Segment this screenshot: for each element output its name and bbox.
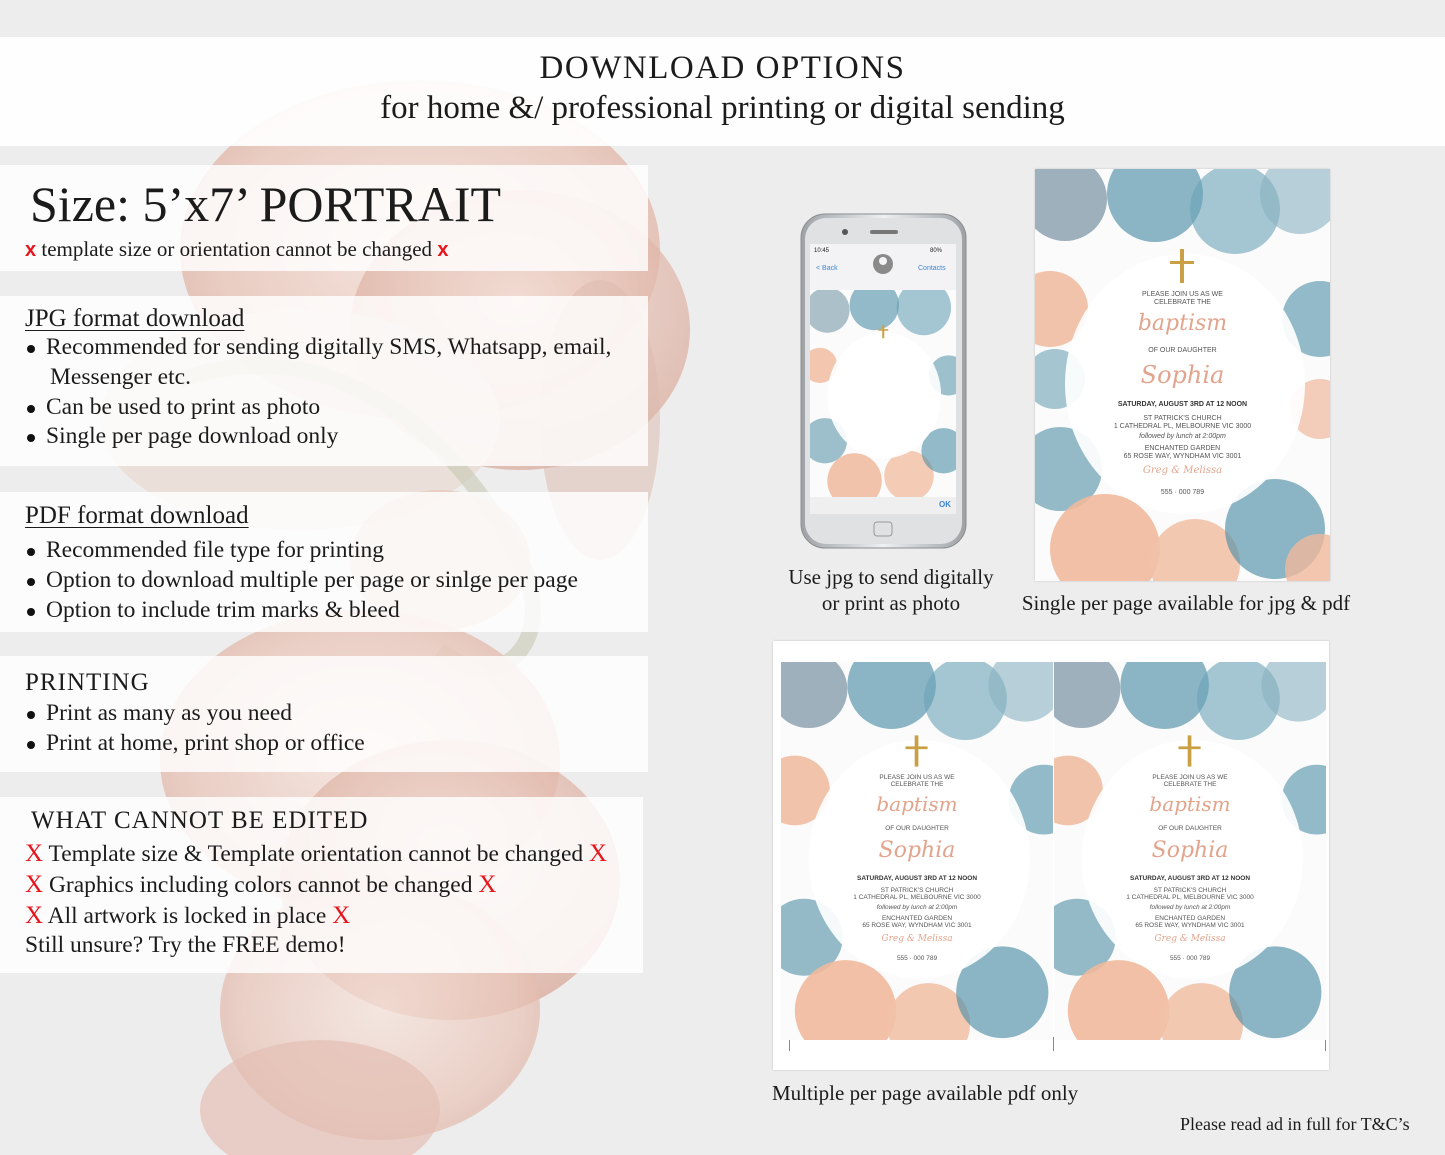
red-x-icon: x	[25, 239, 37, 261]
invitation-event: baptism	[876, 792, 958, 816]
invitation-venue2-address: 65 ROSE WAY, WYNDHAM VIC 3001	[862, 922, 972, 929]
red-x-icon: X	[25, 840, 44, 867]
bullet-icon	[27, 608, 35, 616]
phone-caption	[780, 564, 1002, 616]
list-item: Option to include trim marks & bleed	[25, 596, 578, 626]
pdf-panel	[0, 492, 648, 632]
pdf-list	[25, 536, 578, 625]
size-panel	[0, 165, 648, 271]
terms-note: Please read ad in full for T&C’s	[1180, 1114, 1410, 1134]
bullet-icon	[27, 711, 35, 719]
red-x-icon: X	[25, 870, 44, 898]
header-band	[0, 37, 1445, 146]
list-item: Option to download multiple per page or sinlge per page	[25, 566, 578, 596]
invitation-name: Sophia	[878, 838, 956, 863]
single-invitation-preview	[1035, 169, 1330, 581]
size-title: Size: 5’x7’ PORTRAIT	[30, 176, 502, 232]
invitation-line2: CELEBRATE THE	[1163, 781, 1217, 788]
pdf-heading: PDF format download	[25, 502, 249, 529]
invitation-venue2: ENCHANTED GARDEN	[1144, 445, 1221, 452]
invitation-line1: PLEASE JOIN US AS WE	[1152, 774, 1228, 781]
invitation-name: Sophia	[1140, 361, 1225, 389]
invitation-followed: followed by lunch at 2:00pm	[876, 904, 958, 911]
invitation-date: SATURDAY, AUGUST 3RD AT 12 NOON	[856, 875, 978, 882]
page-subtitle: for home &/ professional printing or digital sending	[380, 90, 1065, 126]
bullet-icon	[27, 345, 35, 353]
list-item: Print as many as you need	[25, 699, 365, 729]
phone-time: 10:45	[814, 248, 830, 254]
phone-ok-button[interactable]: OK	[939, 500, 951, 509]
single-caption: Single per page available for jpg & pdf	[1021, 591, 1351, 615]
invitation-date: SATURDAY, AUGUST 3RD AT 12 NOON	[1129, 875, 1251, 882]
jpg-panel	[0, 296, 648, 466]
list-item: Can be used to print as photo	[25, 393, 611, 423]
multi-invitation-right	[1054, 662, 1326, 1040]
not-editable-panel	[0, 797, 643, 973]
bullet-icon	[27, 741, 35, 749]
bullet-icon	[27, 405, 35, 413]
invitation-line1: PLEASE JOIN US AS WE	[879, 774, 955, 781]
invitation-followed: followed by lunch at 2:00pm	[1139, 433, 1226, 440]
red-x-icon: X	[25, 901, 44, 929]
jpg-list	[25, 333, 611, 452]
invitation-followed: followed by lunch at 2:00pm	[1149, 904, 1231, 911]
invitation-hosts: Greg & Melissa	[881, 934, 953, 944]
invitation-line3: OF OUR DAUGHTER	[1158, 825, 1222, 832]
invitation-line2: CELEBRATE THE	[890, 781, 944, 788]
list-item: Messenger etc.	[50, 363, 191, 390]
invitation-event: baptism	[1137, 311, 1228, 336]
phone-back-button[interactable]: < Back	[816, 265, 838, 272]
red-x-icon: x	[437, 239, 449, 261]
invitation-date: SATURDAY, AUGUST 3RD AT 12 NOON	[1117, 401, 1248, 408]
phone-caption-line2: or print as photo	[821, 591, 961, 615]
list-item: Print at home, print shop or office	[25, 729, 365, 759]
printing-heading: PRINTING	[25, 669, 150, 696]
list-item: X Template size & Template orientation cannot be changed X	[25, 840, 608, 867]
red-x-icon: X	[589, 840, 608, 867]
list-item: Recommended for sending digitally SMS, Whatsapp, email,	[25, 333, 611, 363]
invitation-venue1-address: 1 CATHEDRAL PL, MELBOURNE VIC 3000	[1126, 894, 1254, 901]
invitation-venue2-address: 65 ROSE WAY, WYNDHAM VIC 3001	[1123, 453, 1242, 460]
phone-caption-line1: Use jpg to send digitally	[788, 565, 994, 589]
demo-note: Still unsure? Try the FREE demo!	[25, 932, 346, 959]
invitation-hosts: Greg & Melissa	[1142, 465, 1223, 476]
invitation-venue1: ST PATRICK'S CHURCH	[880, 887, 954, 894]
invitation-line3: OF OUR DAUGHTER	[1148, 347, 1217, 354]
invitation-venue1: ST PATRICK'S CHURCH	[1153, 887, 1227, 894]
list-item: Recommended file type for printing	[25, 536, 578, 566]
invitation-hosts: Greg & Melissa	[1154, 934, 1226, 944]
phone-mockup	[800, 213, 967, 549]
printing-list	[25, 699, 365, 759]
list-item: X Graphics including colors cannot be changed X	[25, 870, 497, 898]
invitation-name: Sophia	[1151, 838, 1229, 863]
invitation-venue1-address: 1 CATHEDRAL PL, MELBOURNE VIC 3000	[853, 894, 981, 901]
phone-invitation-preview	[810, 290, 956, 497]
red-x-icon: X	[332, 901, 351, 929]
bullet-icon	[27, 578, 35, 586]
printing-panel	[0, 656, 648, 772]
invitation-phone: 555 · 000 789	[896, 955, 938, 962]
page-title: DOWNLOAD OPTIONS	[539, 50, 906, 86]
size-note	[25, 237, 448, 262]
phone-battery: 80%	[930, 248, 943, 254]
invitation-line3: OF OUR DAUGHTER	[885, 825, 949, 832]
multi-invitation-left	[781, 662, 1053, 1040]
invitation-phone: 555 · 000 789	[1160, 489, 1205, 496]
not-editable-list	[25, 839, 607, 961]
red-x-icon: X	[478, 870, 497, 898]
invitation-venue2: ENCHANTED GARDEN	[1154, 915, 1226, 922]
invitation-venue1: ST PATRICK'S CHURCH	[1143, 415, 1222, 422]
invitation-event: baptism	[1149, 792, 1231, 816]
invitation-line1: PLEASE JOIN US AS WE	[1142, 291, 1223, 298]
not-editable-heading: WHAT CANNOT BE EDITED	[31, 807, 369, 834]
bullet-icon	[27, 434, 35, 442]
bullet-icon	[27, 548, 35, 556]
invitation-venue2: ENCHANTED GARDEN	[881, 915, 953, 922]
invitation-line2: CELEBRATE THE	[1154, 299, 1211, 306]
jpg-heading: JPG format download	[25, 305, 245, 332]
size-note-text: template size or orientation cannot be changed	[41, 237, 433, 261]
list-item: Single per page download only	[25, 422, 611, 452]
phone-contacts-button[interactable]: Contacts	[918, 265, 946, 272]
invitation-venue2-address: 65 ROSE WAY, WYNDHAM VIC 3001	[1135, 922, 1245, 929]
invitation-venue1-address: 1 CATHEDRAL PL, MELBOURNE VIC 3000	[1113, 423, 1252, 430]
multiple-caption: Multiple per page available pdf only	[772, 1081, 1079, 1105]
list-item: X All artwork is locked in place X	[25, 901, 351, 929]
floral-frame-icon	[810, 290, 956, 497]
invitation-phone: 555 · 000 789	[1169, 955, 1211, 962]
